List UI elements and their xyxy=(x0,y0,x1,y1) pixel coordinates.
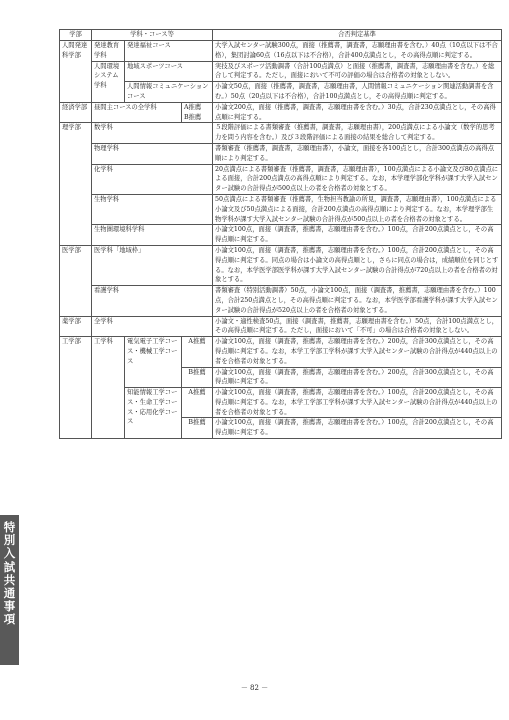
dept-cell: 昼間主コースの全学科 xyxy=(92,102,182,123)
faculty-cell: 人間発達科学部 xyxy=(60,41,92,103)
course-cell: 地域スポーツコース xyxy=(125,61,213,82)
table-row xyxy=(60,143,502,164)
side-tab-char: 通 xyxy=(3,586,16,601)
criteria-table xyxy=(59,29,502,439)
dept-cell: 工学科 xyxy=(92,337,125,439)
dept-cell: 医学科「地域枠」 xyxy=(92,245,213,285)
header-criteria: 合否判定基準 xyxy=(213,30,502,41)
type-cell: B推薦 xyxy=(182,418,213,439)
table-row xyxy=(60,123,502,144)
type-a-label: A推薦 xyxy=(184,103,202,111)
dept-cell: 化学科 xyxy=(92,164,213,194)
dept-cell: 生物学科 xyxy=(92,194,213,224)
criteria-cell: 50点満点による書類審査（推薦書，生物担当教諭の所見，調査書，志願理由書），100点満点による小論文及び50点満点による面接，合計200点満点の高得点順により判定する。なお，本学理学部生物学科が課す大学入試センター試験の合計得点が500点以上の者を合格者の対象とする。 xyxy=(213,194,502,224)
course-cell: 知能情報工学コース・生命工学コース・応用化学コース xyxy=(125,388,182,439)
criteria-cell: 20点満点による書類審査（推薦書，調査書，志願理由書），100点満点による小論文及び80点満点による面接，合計200点満点の高得点順により判定する。なお，本学理学部化学科が課す大学入試センター試験の合計得点が500点以上の者を合格者の対象とする。 xyxy=(213,164,502,194)
table-row xyxy=(60,82,502,103)
criteria-cell: 小論文100点，面接（調査書，推薦書，志願理由書を含む。）100点，合計200点満点とし，その高得点順に判定する。なお，本学工学部工学科が課す大学入試センター試験の合計得点が440点以上の者を合格者の対象とする。 xyxy=(213,388,502,418)
dept-cell: 全学科 xyxy=(92,316,213,337)
side-tab xyxy=(0,515,19,665)
table-row xyxy=(60,245,502,285)
table-row xyxy=(60,286,502,316)
type-cell xyxy=(182,102,213,123)
criteria-cell: 小論文200点，面接（推薦書，調査書，志願理由書を含む。）30点，合計230点満点とし，その高得点順に判定する。 xyxy=(213,102,502,123)
table-row xyxy=(60,225,502,246)
type-cell: B推薦 xyxy=(182,367,213,388)
table-row xyxy=(60,102,502,123)
side-tab-char: 項 xyxy=(3,612,16,627)
type-cell: A推薦 xyxy=(182,388,213,418)
table-header-row xyxy=(60,30,502,41)
criteria-cell: 小論文50点，面接（推薦書，調査書，志願理由書，人間情報コミュニケーション関連活動調書を含む。）50点（20点以下は不合格），合計100点満点とし，その高得点順に判定する。 xyxy=(213,82,502,103)
side-tab-char: 共 xyxy=(3,572,16,587)
course-cell: 人間情報コミュニケーションコース xyxy=(125,82,213,103)
side-tab-char: 試 xyxy=(3,559,16,574)
table-row xyxy=(60,337,502,367)
criteria-cell: 小論文100点，面接（調査書，推薦書，志願理由書を含む。）200点，合計300点満点とし，その高得点順に判定する。なお，本学工学部工学科が課す大学入試センター試験の合計得点が440点以上の者を合格者の対象とする。 xyxy=(213,337,502,367)
dept-cell: 人間環境システム学科 xyxy=(92,61,125,102)
criteria-cell: 小論文100点，面接（調査書，推薦書，志願理由書を含む。）100点，合計200点満点とし，その高得点順に判定する。同点の場合は小論文の高得点順とし，さらに同点の場合は，成績順位を同じとする。なお，本学医学部医学科が課す大学入試センター試験の合計得点が720点以上の者を合格者の対象とする。 xyxy=(213,245,502,285)
criteria-cell: 書類審査（推薦書，調査書，志願理由書），小論文，面接を各100点とし，合計300点満点の高得点順により判定する。 xyxy=(213,143,502,164)
faculty-cell: 理学部 xyxy=(60,123,92,246)
type-cell: A推薦 xyxy=(182,337,213,367)
type-b-label: B推薦 xyxy=(184,113,202,121)
dept-cell: 発達教育学科 xyxy=(92,41,125,62)
header-faculty: 学部 xyxy=(60,30,92,41)
table-row xyxy=(60,316,502,337)
table-row xyxy=(60,194,502,224)
dept-cell: 生物圏環境科学科 xyxy=(92,225,213,246)
faculty-cell: 医学部 xyxy=(60,245,92,316)
criteria-cell: 小論文100点，面接（調査書，推薦書，志願理由書を含む。）100点，合計200点満点とし，その高得点順に判定する。 xyxy=(213,418,502,439)
page-number: － 82 － xyxy=(240,684,269,692)
criteria-cell: 書類審査（特別活動調書）50点，小論文100点，面接（調査書，推薦書，志願理由書を含む。）100点，合計250点満点とし，その高得点順に判定する。なお，本学医学部看護学科が課す大学入試センター試験の合計得点が520点以上の者を合格者の対象とする。 xyxy=(213,286,502,316)
side-tab-char: 特 xyxy=(3,520,16,534)
faculty-cell: 薬学部 xyxy=(60,316,92,337)
side-tab-char: 別 xyxy=(3,533,16,548)
table-row xyxy=(60,41,502,62)
dept-cell: 看護学科 xyxy=(92,286,213,316)
criteria-cell: 小論文100点，面接（調査書，推薦書，志願理由書を含む。）100点，合計200点満点とし，その高得点順に判定する。 xyxy=(213,225,502,246)
criteria-cell: 小論文100点，面接（調査書，推薦書，志願理由書を含む。）200点，合計300点満点とし，その高得点順に判定する。 xyxy=(213,367,502,388)
faculty-cell: 経済学部 xyxy=(60,102,92,123)
header-dept: 学科・コース等 xyxy=(92,30,213,41)
side-tab-char: 入 xyxy=(3,546,16,561)
dept-cell: 物理学科 xyxy=(92,143,213,164)
faculty-cell: 工学部 xyxy=(60,337,92,439)
side-tab-char: 事 xyxy=(3,599,16,614)
table-row xyxy=(60,61,502,82)
table-row xyxy=(60,164,502,194)
criteria-cell: 大学入試センター試験300点，面接（推薦書，調査書，志願理由書を含む。）40点（10点以下は不合格），集団討論60点（16点以下は不合格），合計400点満点とし，その高得点順に判定する。 xyxy=(213,41,502,62)
course-cell: 電気電子工学コース・機械工学コース xyxy=(125,337,182,388)
dept-cell: 数学科 xyxy=(92,123,213,144)
criteria-cell: 実技及びスポーツ活動調書（合計100点満点）と面接（推薦書，調査書，志願理由書を含む。）を総合して判定する。ただし，面接において不可の評価の場合は合格者の対象としない。 xyxy=(213,61,502,82)
criteria-cell: 小論文・適性検査50点，面接（調査書，推薦書，志願理由書を含む。）50点，合計100点満点とし，その高得点順に判定する。ただし，面接において「不可」の場合は合格者の対象としない。 xyxy=(213,316,502,337)
course-cell: 発達福祉コース xyxy=(125,41,213,62)
table-row xyxy=(60,388,502,418)
criteria-cell: ５段階評価による書類審査（推薦書，調査書，志願理由書），200点満点による小論文（数学的思考力を問う内容を含む。）及び３段階評価による面接の結果を総合して判定する。 xyxy=(213,123,502,144)
